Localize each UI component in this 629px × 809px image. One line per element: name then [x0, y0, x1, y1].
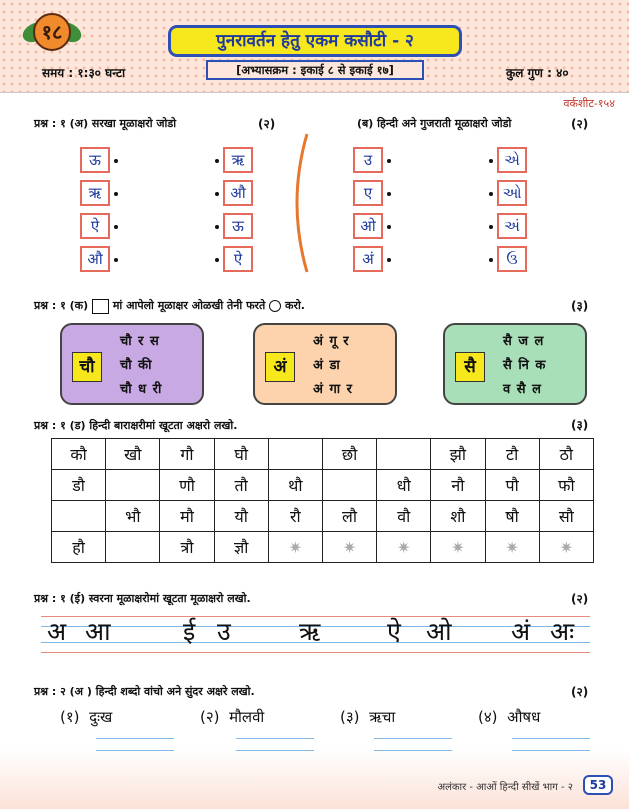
- vowel-writing-lines[interactable]: [41, 612, 590, 654]
- card-word[interactable]: व सै ल: [503, 382, 542, 397]
- match-dot[interactable]: [114, 159, 118, 163]
- answer-line[interactable]: [512, 750, 590, 751]
- match-dot[interactable]: [114, 258, 118, 262]
- q2a-marks: (२): [571, 685, 589, 699]
- card-word[interactable]: अं गा र: [313, 382, 353, 397]
- card-word[interactable]: चौ र स: [120, 334, 160, 349]
- vowel: ओ: [426, 617, 452, 646]
- q1b-left-item[interactable]: उ: [353, 147, 383, 173]
- guide-line: [41, 652, 590, 653]
- vowel: अः: [550, 617, 575, 646]
- q1b-right-item[interactable]: એ: [497, 147, 527, 173]
- table-cell[interactable]: नौ: [431, 470, 485, 501]
- match-dot[interactable]: [114, 225, 118, 229]
- word-card: [253, 323, 397, 405]
- q1d-marks: (३): [571, 418, 589, 432]
- card-target-letter: अं: [265, 352, 295, 382]
- q1b-left-item[interactable]: अं: [353, 246, 383, 272]
- table-cell[interactable]: ठौ: [539, 439, 593, 470]
- match-dot[interactable]: [215, 258, 219, 262]
- table-cell[interactable]: सौ: [539, 501, 593, 532]
- table-cell[interactable]: झौ: [431, 439, 485, 470]
- section-divider: [285, 132, 315, 274]
- q2-item: [478, 707, 540, 727]
- table-cell[interactable]: मौ: [160, 501, 214, 532]
- q1a-right-item[interactable]: औ: [223, 180, 253, 206]
- item-number: (४): [478, 708, 498, 726]
- vowel: आ: [85, 617, 111, 646]
- star-icon[interactable]: ✷: [431, 532, 485, 563]
- worksheet-number: वर्कशीट-१५४: [563, 97, 615, 110]
- card-target-letter: चौ: [72, 352, 102, 382]
- q2-item: [200, 707, 264, 727]
- match-dot[interactable]: [215, 192, 219, 196]
- q2-item: [60, 707, 112, 727]
- item-word: दुःख: [89, 708, 113, 726]
- answer-line[interactable]: [512, 738, 590, 739]
- footer-book-title: अलंकार - आओं हिन्दी सीखें भाग - २: [437, 782, 573, 793]
- table-cell[interactable]: [52, 501, 106, 532]
- table-cell[interactable]: [322, 470, 376, 501]
- match-dot[interactable]: [387, 159, 391, 163]
- item-word: ऋचा: [369, 708, 396, 726]
- star-icon[interactable]: ✷: [377, 532, 431, 563]
- q1d-label: प्रश्न : १ (ड) हिन्दी बाराक्षरीमां खूटता अक्षरो लखो.: [34, 419, 238, 432]
- header-divider: [0, 92, 629, 93]
- answer-line[interactable]: [374, 750, 452, 751]
- star-icon[interactable]: ✷: [539, 532, 593, 563]
- table-cell[interactable]: डौ: [52, 470, 106, 501]
- q1b-left-item[interactable]: ओ: [353, 213, 383, 239]
- match-dot[interactable]: [215, 159, 219, 163]
- vowel: ऋ: [299, 617, 321, 646]
- table-cell[interactable]: रौ: [268, 501, 322, 532]
- card-word[interactable]: सै नि क: [503, 358, 547, 373]
- total-marks: कुल गुण : ४०: [506, 66, 569, 80]
- table-cell[interactable]: [106, 532, 160, 563]
- match-dot[interactable]: [114, 192, 118, 196]
- q1k-label-mid: मां आपेलो मूळाक्षर ओळखी तेनी फरते: [112, 299, 266, 312]
- answer-line[interactable]: [374, 738, 452, 739]
- table-cell[interactable]: खौ: [106, 439, 160, 470]
- time-label: समय : १:३० घन्टा: [42, 66, 126, 80]
- q1k-label: [34, 298, 305, 314]
- q1e-marks: (२): [571, 592, 589, 606]
- page-number: 53: [583, 775, 613, 795]
- word-card: [443, 323, 587, 405]
- table-cell[interactable]: धौ: [377, 470, 431, 501]
- match-dot[interactable]: [387, 192, 391, 196]
- table-cell[interactable]: त्रौ: [160, 532, 214, 563]
- badge-number: १८: [41, 20, 63, 44]
- table-cell[interactable]: [106, 470, 160, 501]
- item-word: मौलवी: [229, 708, 265, 726]
- item-number: (३): [340, 708, 360, 726]
- table-cell[interactable]: छौ: [322, 439, 376, 470]
- q1k-label-post: करो.: [285, 299, 305, 312]
- match-dot[interactable]: [489, 258, 493, 262]
- item-number: (२): [200, 708, 220, 726]
- q1k-marks: (३): [571, 299, 589, 313]
- card-word[interactable]: अं डा: [313, 358, 341, 373]
- answer-line[interactable]: [96, 738, 174, 739]
- table-cell[interactable]: णौ: [160, 470, 214, 501]
- square-icon: [92, 299, 109, 314]
- q2-item: [340, 707, 395, 727]
- table-cell[interactable]: थौ: [268, 470, 322, 501]
- barakhadi-table: [51, 438, 594, 563]
- q1b-marks: (२): [571, 117, 589, 131]
- table-cell[interactable]: टौ: [485, 439, 539, 470]
- q1e-label: प्रश्न : १ (ई) स्वरना मूळाक्षरोमां खूटता मूळाक्षरो लखो.: [34, 592, 251, 605]
- card-word[interactable]: अं गू र: [313, 334, 350, 349]
- q1b-label: (ब) हिन्दी अने गुजराती मूळाक्षरो जोडो: [357, 117, 512, 130]
- table-row: [52, 501, 594, 532]
- match-dot[interactable]: [387, 225, 391, 229]
- q1k-label-pre: प्रश्न : १ (क): [34, 299, 89, 312]
- q1a-right-item[interactable]: ऊ: [223, 213, 253, 239]
- card-word[interactable]: चौ ध री: [120, 382, 163, 397]
- table-cell[interactable]: कौ: [52, 439, 106, 470]
- card-word[interactable]: चौ की: [120, 358, 153, 373]
- q1a-right-item[interactable]: ऐ: [223, 246, 253, 272]
- vowel: ऐ: [387, 617, 401, 646]
- q1a-label: प्रश्न : १ (अ) सरखा मूळाक्षरो जोडो: [34, 117, 177, 130]
- vowel: उ: [217, 617, 231, 646]
- table-cell[interactable]: षौ: [485, 501, 539, 532]
- q2a-label: प्रश्न : २ (अ ) हिन्दी शब्दो वांचो अने सुंदर अक्षरे लखो.: [34, 685, 255, 698]
- match-dot[interactable]: [489, 192, 493, 196]
- answer-line[interactable]: [96, 750, 174, 751]
- vowel: अं: [511, 617, 531, 646]
- table-row: [52, 532, 594, 563]
- table-cell[interactable]: तौ: [214, 470, 268, 501]
- table-cell[interactable]: भौ: [106, 501, 160, 532]
- table-cell[interactable]: यौ: [214, 501, 268, 532]
- chapter-badge: [22, 6, 82, 58]
- table-cell[interactable]: [377, 439, 431, 470]
- q1b-right-item[interactable]: ઉ: [497, 246, 527, 272]
- table-row: [52, 439, 594, 470]
- table-cell[interactable]: पौ: [485, 470, 539, 501]
- table-cell[interactable]: फौ: [539, 470, 593, 501]
- q1a-left-item[interactable]: ऋ: [80, 180, 110, 206]
- q1a-left-item[interactable]: ऊ: [80, 147, 110, 173]
- word-card: [60, 323, 204, 405]
- vowel: ई: [183, 617, 196, 646]
- table-cell[interactable]: वौ: [377, 501, 431, 532]
- card-word[interactable]: सै ज ल: [503, 334, 545, 349]
- q1b-left-item[interactable]: ए: [353, 180, 383, 206]
- table-cell[interactable]: हौ: [52, 532, 106, 563]
- q1b-right-item[interactable]: અં: [497, 213, 527, 239]
- table-cell[interactable]: घौ: [214, 439, 268, 470]
- table-cell[interactable]: शौ: [431, 501, 485, 532]
- match-dot[interactable]: [489, 225, 493, 229]
- table-cell[interactable]: ज्ञौ: [214, 532, 268, 563]
- page-title: पुनरावर्तन हेतु एकम कसौटी - २: [168, 25, 462, 57]
- answer-line[interactable]: [236, 750, 314, 751]
- answer-line[interactable]: [236, 738, 314, 739]
- table-row: [52, 470, 594, 501]
- star-icon[interactable]: ✷: [322, 532, 376, 563]
- circle-icon: [269, 300, 281, 312]
- q1a-marks: (२): [258, 117, 276, 131]
- star-icon[interactable]: ✷: [268, 532, 322, 563]
- card-target-letter: सै: [455, 352, 485, 382]
- match-dot[interactable]: [387, 258, 391, 262]
- q1a-right-item[interactable]: ऋ: [223, 147, 253, 173]
- syllabus-label: [अभ्यासक्रम : इकाई ८ से इकाई १७]: [206, 60, 424, 80]
- star-icon[interactable]: ✷: [485, 532, 539, 563]
- q1b-right-item[interactable]: ઓ: [497, 180, 527, 206]
- item-number: (१): [60, 708, 80, 726]
- match-dot[interactable]: [215, 225, 219, 229]
- table-cell[interactable]: लौ: [322, 501, 376, 532]
- table-cell[interactable]: गौ: [160, 439, 214, 470]
- vowel: अ: [47, 617, 67, 646]
- table-cell[interactable]: [268, 439, 322, 470]
- q1a-left-item[interactable]: औ: [80, 246, 110, 272]
- match-dot[interactable]: [489, 159, 493, 163]
- item-word: औषध: [507, 708, 541, 726]
- q1a-left-item[interactable]: ऐ: [80, 213, 110, 239]
